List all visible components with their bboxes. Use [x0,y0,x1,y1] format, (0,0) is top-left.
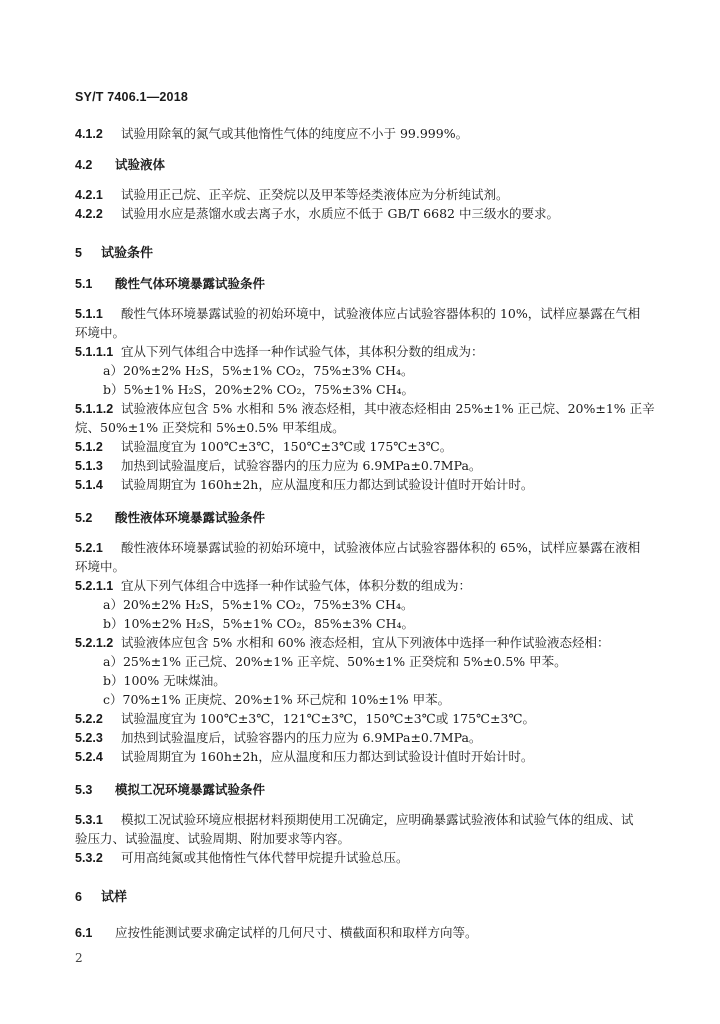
standard-header: SY/T 7406.1—2018 [75,90,188,104]
clause-text: 酸性气体环境暴露试验的初始环境中，试验液体应占试验容器体积的 10%，试样应暴露在气相 [121,306,641,321]
list-item-text: b）10%±2% H₂S，5%±1% CO₂，85%±3% CH₄。 [103,616,415,631]
clause-text: 加热到试验温度后，试验容器内的压力应为 6.9MPa±0.7MPa。 [121,730,482,745]
list-item-text: a）20%±2% H₂S，5%±1% CO₂，75%±3% CH₄。 [103,363,414,378]
clause-text: 试验温度宜为 100℃±3℃，150℃±3℃或 175℃±3℃。 [121,439,453,454]
clause-number: 5.1.1.1 [75,345,114,359]
clause-text: 试验周期宜为 160h±2h，应从温度和压力都达到试验设计值时开始计时。 [121,477,534,492]
clause-number: 5.1.2 [75,440,103,454]
clause-text: 酸性液体环境暴露试验的初始环境中，试验液体应占试验容器体积的 65%，试样应暴露在液相 [121,540,641,555]
clause-number: 5.2.1 [75,541,103,555]
clause-number: 5.2.1.2 [75,636,114,650]
clause-text: 试验用水应是蒸馏水或去离子水，水质应不低于 GB/T 6682 中三级水的要求。 [121,206,559,221]
clause-number: 5.3 [75,783,93,797]
list-item-c [103,691,662,709]
clause-number: 4.1.2 [75,127,103,141]
clause-number: 5.1 [75,277,93,291]
clause-number: 5.2.1.1 [75,579,114,593]
clause-text: 验压力、试验温度、试验周期、附加要求等内容。 [75,831,351,846]
clause-4-2-2 [75,205,662,223]
clause-number: 5.1.1 [75,307,103,321]
clause-number: 5.2.3 [75,731,103,745]
heading-5-2 [75,509,662,527]
clause-number: 5.3.1 [75,813,103,827]
clause-text: 宜从下列气体组合中选择一种作试验气体，其体积分数的组成为： [121,344,484,359]
clause-5-1-1-cont [75,324,662,342]
clause-text: 试验用除氧的氮气或其他惰性气体的纯度应不小于 99.999%。 [121,126,469,141]
clause-5-2-1-2 [75,634,662,652]
clause-5-3-1-cont [75,830,662,848]
clause-number: 6.1 [75,926,93,940]
clause-text: 试验温度宜为 100℃±3℃，121℃±3℃，150℃±3℃或 175℃±3℃。 [121,711,535,726]
clause-5-1-2 [75,438,662,456]
clause-number: 5.1.4 [75,478,103,492]
clause-5-2-1-cont [75,558,662,576]
list-item-text: a）25%±1% 正己烷、20%±1% 正辛烷、50%±1% 正癸烷和 5%±0.5% 甲苯。 [103,654,567,669]
clause-number: 5.1.3 [75,459,103,473]
clause-text: 宜从下列气体组合中选择一种作试验气体，体积分数的组成为： [121,578,472,593]
clause-text: 应按性能测试要求确定试样的几何尺寸、横截面积和取样方向等。 [115,925,478,940]
heading-5 [75,244,662,263]
heading-text: 酸性液体环境暴露试验条件 [115,510,266,525]
clause-5-2-1 [75,539,662,557]
heading-text: 试验条件 [101,246,154,261]
heading-text: 模拟工况环境暴露试验条件 [115,782,266,797]
heading-text: 试样 [101,890,128,905]
heading-4-2 [75,156,662,174]
clause-text: 试验用正己烷、正辛烷、正癸烷以及甲苯等烃类液体应为分析纯试剂。 [121,187,509,202]
list-item-text: c）70%±1% 正庚烷、20%±1% 环己烷和 10%±1% 甲苯。 [103,692,451,707]
clause-5-3-1 [75,811,662,829]
clause-5-2-1-1 [75,577,662,595]
clause-number: 5 [75,246,82,260]
clause-number: 5.2.4 [75,750,103,764]
clause-number: 4.2.1 [75,188,103,202]
clause-5-1-4 [75,476,662,494]
list-item-b [103,615,662,633]
clause-number: 5.1.1.2 [75,402,114,416]
clause-text: 试验液体应包含 5% 水相和 60% 液态烃相，宜从下列液体中选择一种作试验液态烃相： [121,635,610,650]
heading-text: 酸性气体环境暴露试验条件 [115,276,266,291]
clause-5-2-2 [75,710,662,728]
clause-5-1-1-2-cont [75,419,662,437]
clause-text: 可用高纯氮或其他惰性气体代替甲烷提升试验总压。 [121,850,409,865]
clause-text: 环境中。 [75,325,126,340]
list-item-a [103,596,662,614]
clause-number: 5.2 [75,511,93,525]
clause-5-2-4 [75,748,662,766]
list-item-a [103,362,662,380]
clause-6-1 [75,924,662,942]
heading-5-1 [75,275,662,293]
list-item-text: a）20%±2% H₂S，5%±1% CO₂，75%±3% CH₄。 [103,597,414,612]
heading-6 [75,888,662,907]
clause-text: 试验液体应包含 5% 水相和 5% 液态烃相，其中液态烃相由 25%±1% 正己烷、20%±1% 正辛 [121,401,655,416]
clause-number: 6 [75,890,82,904]
clause-4-2-1 [75,186,662,204]
clause-5-3-2 [75,849,662,867]
list-item-text: b）100% 无味煤油。 [103,673,226,688]
clause-5-1-3 [75,457,662,475]
clause-5-1-1-1 [75,343,662,361]
clause-text: 烷、50%±1% 正癸烷和 5%±0.5% 甲苯组成。 [75,420,345,435]
list-item-a [103,653,662,671]
page-number: 2 [75,951,83,965]
list-item-b [103,672,662,690]
list-item-b [103,381,662,399]
clause-number: 5.2.2 [75,712,103,726]
clause-5-2-3 [75,729,662,747]
clause-number: 4.2 [75,158,93,172]
clause-text: 环境中。 [75,559,126,574]
clause-text: 加热到试验温度后，试验容器内的压力应为 6.9MPa±0.7MPa。 [121,458,482,473]
clause-5-1-1 [75,305,662,323]
list-item-text: b）5%±1% H₂S，20%±2% CO₂，75%±3% CH₄。 [103,382,415,397]
clause-text: 模拟工况试验环境应根据材料预期使用工况确定，应明确暴露试验液体和试验气体的组成、试 [121,812,634,827]
heading-text: 试验液体 [115,157,166,172]
clause-number: 5.3.2 [75,851,103,865]
clause-text: 试验周期宜为 160h±2h，应从温度和压力都达到试验设计值时开始计时。 [121,749,534,764]
clause-5-1-1-2 [75,400,662,418]
clause-number: 4.2.2 [75,207,103,221]
heading-5-3 [75,781,662,799]
clause-4-1-2 [75,125,662,143]
